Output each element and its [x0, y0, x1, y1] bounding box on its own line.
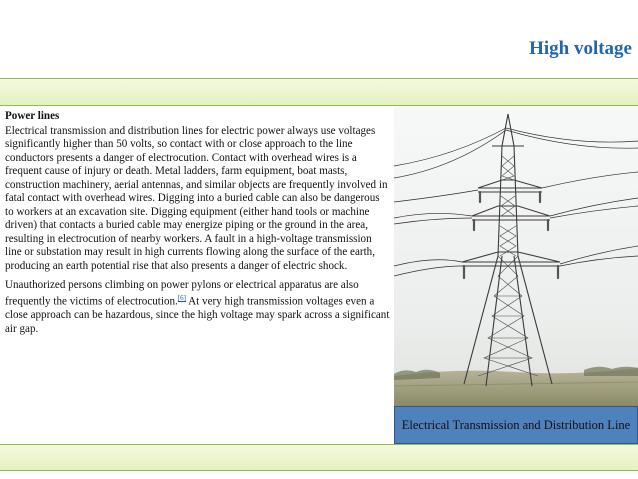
footer-band	[0, 444, 638, 471]
paragraph-power-lines: Electrical transmission and distribution lines for electric power always use voltages significantly higher than 50 volts, so contact with or close approach to the line conductors presents a danger of electrocution. Contact with overhead wires is a frequent cause of injury or death. Metal ladders, farm equipment, boat masts, construction machinery, aerial antennas, and similar objects are frequently involved in fatal contact with overhead wires. Digging into a buried cable can also be dangerous to workers at an excavation site. Digging equipment (either hand tools or machine driven) that contacts a buried cable may energize piping or the ground in the area, resulting in electrocution of nearby workers. A fault in a high-voltage transmission line or substation may result in high currents flowing along the surface of the earth, producing an earth potential rise that also presents a danger of electric shock.	[5, 124, 388, 273]
paragraph-2-text-b: At very high transmission voltages even a close approach can be hazardous, since the high voltage may spark across a significant air gap.	[5, 295, 390, 335]
header-band	[0, 78, 638, 106]
image-caption: Electrical Transmission and Distribution Line	[394, 406, 638, 444]
paragraph-2-text-a: Unauthorized persons climbing on power pylons or electrical apparatus are also frequently the victims of electrocution.	[5, 278, 359, 308]
transmission-tower-photo	[394, 106, 638, 406]
body-text	[5, 110, 390, 341]
section-heading: Power lines	[5, 110, 60, 122]
slide-title: High voltage	[529, 38, 632, 59]
footnote-link[interactable]: [6]	[177, 294, 186, 303]
paragraph-unauthorized	[5, 279, 390, 337]
